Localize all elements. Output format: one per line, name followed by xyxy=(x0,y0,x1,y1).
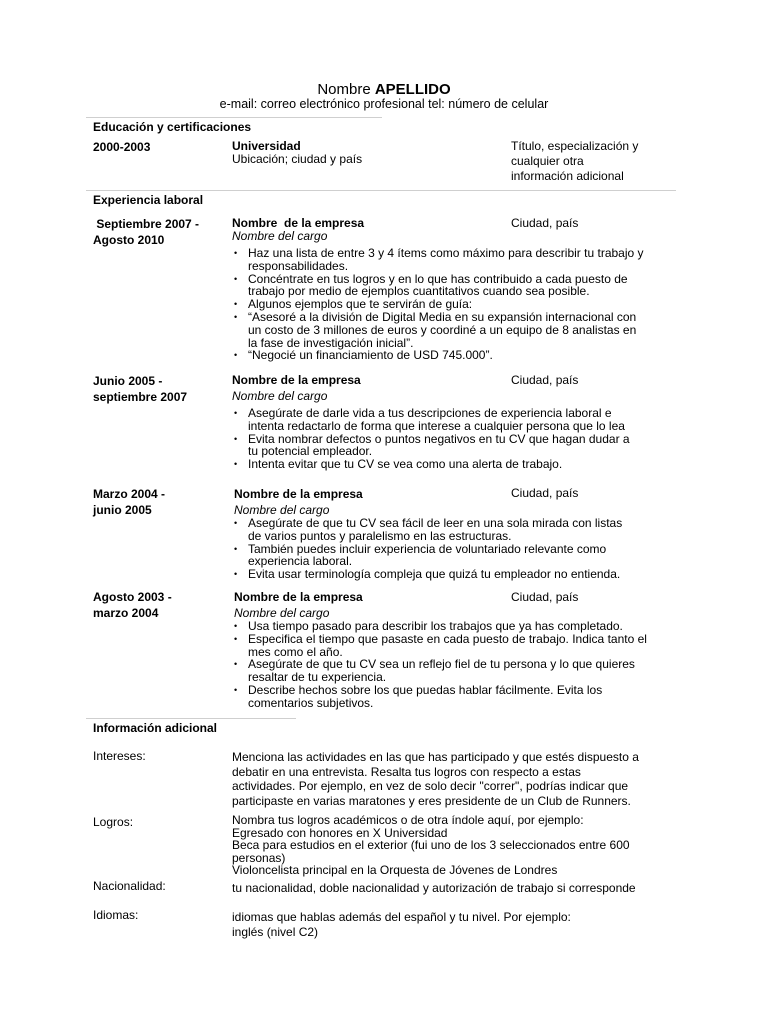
job-date-line: Junio 2005 - xyxy=(93,374,163,388)
education-heading: Educación y certificaciones xyxy=(93,120,252,134)
first-name: Nombre xyxy=(317,81,371,98)
job-date-line: Marzo 2004 - xyxy=(93,487,166,501)
job-company: Nombre de la empresa xyxy=(232,216,365,230)
last-name: APELLIDO xyxy=(374,81,451,98)
achievements-label: Logros: xyxy=(93,815,134,829)
job-bullet-list xyxy=(232,407,692,471)
job-date-line: Agosto 2010 xyxy=(93,233,165,247)
languages-label: Idiomas: xyxy=(93,908,139,922)
job-bullet: • Asegúrate de que tu CV sea un reflejo fiel de tu persona y lo que quieres resaltar de tu experiencia. xyxy=(232,658,702,684)
job-bullet: • Evita nombrar defectos o puntos negativos en tu CV que hagan dudar a tu potencial empleador. xyxy=(232,433,692,459)
job-date-line: marzo 2004 xyxy=(93,606,159,620)
job-bullet: • Algunos ejemplos que te servirán de guía: xyxy=(232,298,692,311)
job-bullet: • Especifica el tiempo que pasaste en cada puesto de trabajo. Indica tanto el mes como el año. xyxy=(232,633,702,659)
education-detail-line: información adicional xyxy=(511,169,624,183)
job-bullet-list xyxy=(232,517,692,581)
education-location: Ubicación; ciudad y país xyxy=(232,152,363,166)
education-date: 2000-2003 xyxy=(93,140,151,154)
job-role: Nombre del cargo xyxy=(232,389,328,403)
education-detail-line: Título, especialización y xyxy=(511,139,639,153)
section-divider xyxy=(86,718,296,719)
job-city: Ciudad, país xyxy=(511,216,579,230)
interests-label: Intereses: xyxy=(93,749,146,763)
job-bullet: • Intenta evitar que tu CV se vea como una alerta de trabajo. xyxy=(232,458,692,471)
education-detail-line: cualquier otra xyxy=(511,154,584,168)
section-divider xyxy=(86,117,382,118)
job-date-line: junio 2005 xyxy=(93,503,152,517)
job-city: Ciudad, país xyxy=(511,373,579,387)
job-bullet: • También puedes incluir experiencia de voluntariado relevante como experiencia laboral. xyxy=(232,543,692,569)
job-date xyxy=(93,589,172,621)
job-bullet: • Asegúrate de que tu CV sea fácil de leer en una sola mirada con listas de varios puntos y paralelismo en las estructuras. xyxy=(232,517,692,543)
job-bullet: • Evita usar terminología compleja que quizá tu empleador no entienda. xyxy=(232,568,692,581)
job-city: Ciudad, país xyxy=(511,486,579,500)
job-bullet: • Describe hechos sobre los que puedas hablar fácilmente. Evita los comentarios subjetivos. xyxy=(232,684,702,710)
job-bullet: • Concéntrate en tus logros y en lo que has contribuido a cada puesto de trabajo por medio de ejemplos cuantitativos cuando sea posible. xyxy=(232,273,692,299)
job-bullet-list xyxy=(232,247,692,362)
job-role: Nombre del cargo xyxy=(232,229,328,243)
interests-text: Menciona las actividades en las que has participado y que estés dispuesto a debatir en una entrevista. Resalta tus logros con respecto a estas actividades. Por ejemplo, en vez de solo decir "correr", podrías indicar que participaste en varias maratones y eres presidente de un Club de Runners. xyxy=(232,750,639,808)
achievements-text: Nombra tus logros académicos o de otra índole aquí, por ejemplo: Egresado con honores en X Universidad Beca para estudios en el exterior (fui uno de los 3 seleccionados entre 600 personas) Violoncelista principal en la Orquesta de Jóvenes de Londres xyxy=(232,813,630,878)
education-details xyxy=(511,139,638,184)
experience-heading: Experiencia laboral xyxy=(93,193,204,207)
job-date-line: Septiembre 2007 - xyxy=(93,217,200,231)
additional-heading: Información adicional xyxy=(93,721,218,735)
nationality-text: tu nacionalidad, doble nacionalidad y autorización de trabajo si corresponde xyxy=(232,881,636,895)
job-bullet: • “Asesoré a la división de Digital Media en su expansión internacional con un costo de 3 millones de euros y coordiné a un equipo de 8 analistas en la fase de investigación inicial”. xyxy=(232,311,692,349)
job-role: Nombre del cargo xyxy=(234,606,330,620)
job-bullet: • “Negocié un financiamiento de USD 745.000”. xyxy=(232,349,692,362)
job-bullet: • Usa tiempo pasado para describir los trabajos que ya has completado. xyxy=(232,620,702,633)
job-date-line: Agosto 2003 - xyxy=(93,590,172,604)
candidate-name xyxy=(0,81,768,98)
job-city: Ciudad, país xyxy=(511,590,579,604)
job-role: Nombre del cargo xyxy=(234,503,330,517)
job-bullet-list xyxy=(232,620,702,710)
job-company: Nombre de la empresa xyxy=(234,590,363,604)
job-bullet: • Haz una lista de entre 3 y 4 ítems como máximo para describir tu trabajo y responsabilidades. xyxy=(232,247,692,273)
job-date xyxy=(93,486,165,518)
job-company: Nombre de la empresa xyxy=(232,373,361,387)
section-divider xyxy=(86,190,676,191)
job-date xyxy=(93,216,199,248)
job-bullet: • Asegúrate de darle vida a tus descripciones de experiencia laboral e intenta redactarlo de forma que interese a cualquier persona que lo lea xyxy=(232,407,692,433)
education-institution: Universidad xyxy=(232,139,301,153)
job-date-line: septiembre 2007 xyxy=(93,390,188,404)
nationality-label: Nacionalidad: xyxy=(93,879,166,893)
languages-text: idiomas que hablas además del español y tu nivel. Por ejemplo: inglés (nivel C2) xyxy=(232,910,571,939)
contact-line: e-mail: correo electrónico profesional tel: número de celular xyxy=(219,97,549,111)
job-date xyxy=(93,373,187,405)
job-company: Nombre de la empresa xyxy=(234,487,363,501)
